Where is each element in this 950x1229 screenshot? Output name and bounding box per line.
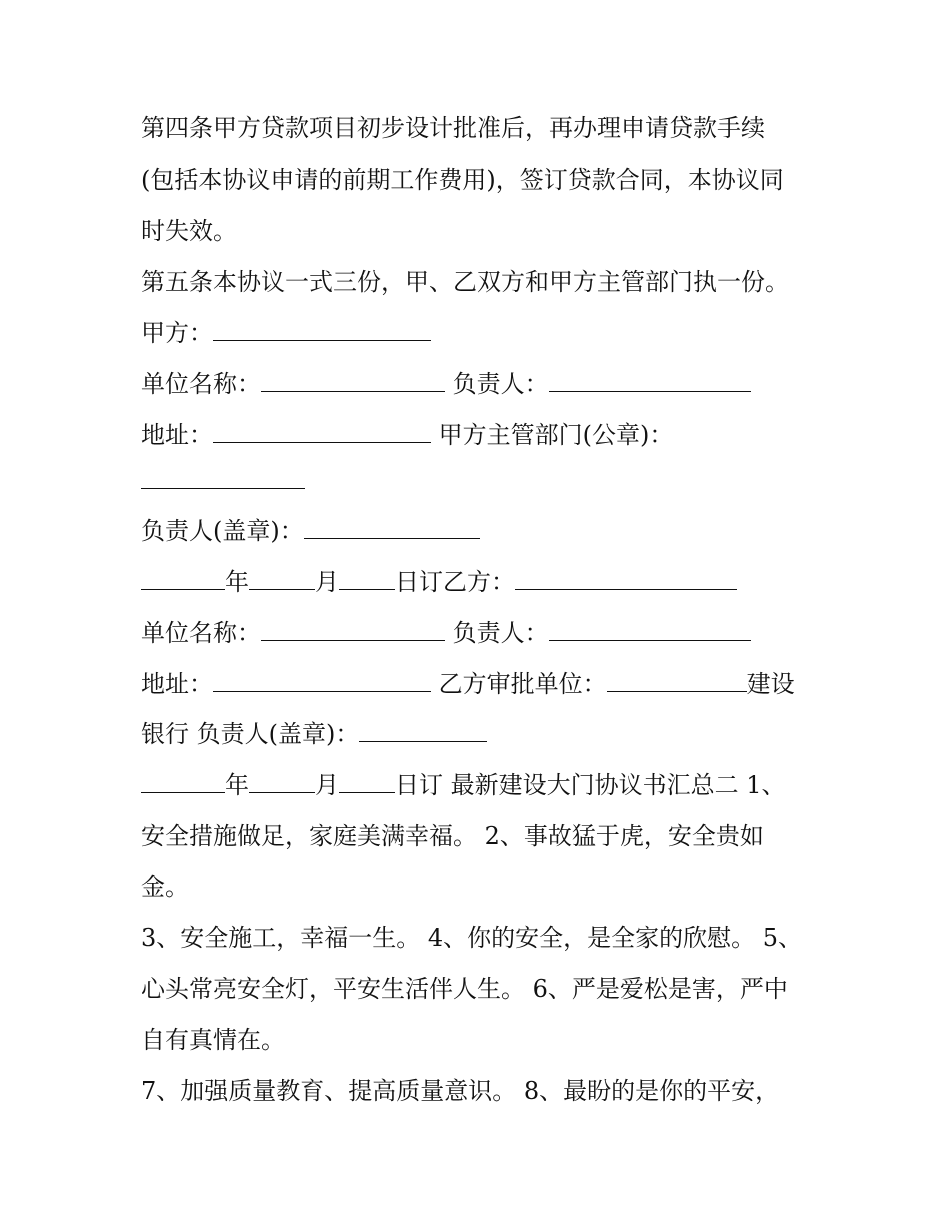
date-row-1	[141, 567, 737, 597]
bank-seal-row	[141, 719, 487, 749]
day-blank	[339, 772, 395, 793]
month-label: 月	[315, 771, 339, 799]
article-5: 第五条本协议一式三份，甲、乙双方和甲方主管部门执一份。	[141, 268, 789, 296]
slogan-line-2: 金。	[141, 873, 189, 901]
slogan-line-1: 安全措施做足，家庭美满幸福。 2、事故猛于虎，安全贵如	[141, 822, 764, 850]
slogan-line-5: 自有真情在。	[141, 1026, 285, 1054]
supervising-dept-label: 甲方主管部门(公章)：	[438, 421, 674, 449]
seal-person-blank	[304, 518, 480, 539]
date-row-2	[141, 770, 786, 800]
unit-name-blank	[261, 371, 445, 392]
address-label: 地址：	[141, 670, 213, 698]
article-4-line-1: 第四条甲方贷款项目初步设计批准后，再办理申请贷款手续	[141, 114, 765, 142]
construction-text: 建设	[746, 670, 795, 698]
approval-unit-label: 乙方审批单位：	[438, 670, 607, 698]
year-label: 年	[225, 568, 249, 596]
bank-seal-label: 银行 负责人(盖章)：	[141, 720, 360, 748]
seal-person-row	[141, 516, 480, 546]
party-a-unit-row	[141, 369, 751, 399]
month-blank	[249, 772, 315, 793]
slogan-line-6: 7、加强质量教育、提高质量意识。 8、最盼的是你的平安，	[141, 1077, 780, 1105]
day-blank	[339, 569, 395, 590]
unit-name-blank	[261, 620, 445, 641]
unit-name-label: 单位名称：	[141, 370, 261, 398]
bank-seal-blank	[359, 721, 487, 742]
slogan-line-4: 心头常亮安全灯，平安生活伴人生。 6、严是爱松是害，严中	[141, 975, 788, 1003]
person-in-charge-label: 负责人：	[452, 370, 549, 398]
address-label: 地址：	[141, 421, 213, 449]
month-blank	[249, 569, 315, 590]
slogan-line-3: 3、安全施工，幸福一生。 4、你的安全，是全家的欣慰。 5、	[141, 924, 803, 952]
month-label: 月	[315, 568, 339, 596]
approval-unit-blank	[607, 671, 747, 692]
day-signed-heading: 日订 最新建设大门协议书汇总二 1、	[395, 771, 786, 799]
year-blank	[141, 772, 225, 793]
party-a-label: 甲方：	[141, 319, 213, 347]
party-b-blank	[515, 569, 737, 590]
party-a-row	[141, 318, 431, 348]
party-b-address-row	[141, 669, 795, 699]
person-in-charge-blank	[549, 371, 751, 392]
party-a-address-row	[141, 420, 673, 450]
person-in-charge-label: 负责人：	[452, 619, 549, 647]
supervising-dept-blank-row	[141, 466, 305, 496]
article-4-line-2: (包括本协议申请的前期工作费用)，签订贷款合同，本协议同	[141, 166, 784, 194]
supervising-dept-blank	[141, 468, 305, 489]
day-signed-party-b-label: 日订乙方：	[395, 568, 515, 596]
year-blank	[141, 569, 225, 590]
year-label: 年	[225, 771, 249, 799]
party-a-blank	[213, 320, 431, 341]
unit-name-label: 单位名称：	[141, 619, 261, 647]
party-b-unit-row	[141, 618, 751, 648]
address-blank	[213, 422, 431, 443]
person-in-charge-blank	[549, 620, 751, 641]
seal-person-label: 负责人(盖章)：	[141, 517, 304, 545]
address-blank	[213, 671, 431, 692]
article-4-line-3: 时失效。	[141, 217, 237, 245]
